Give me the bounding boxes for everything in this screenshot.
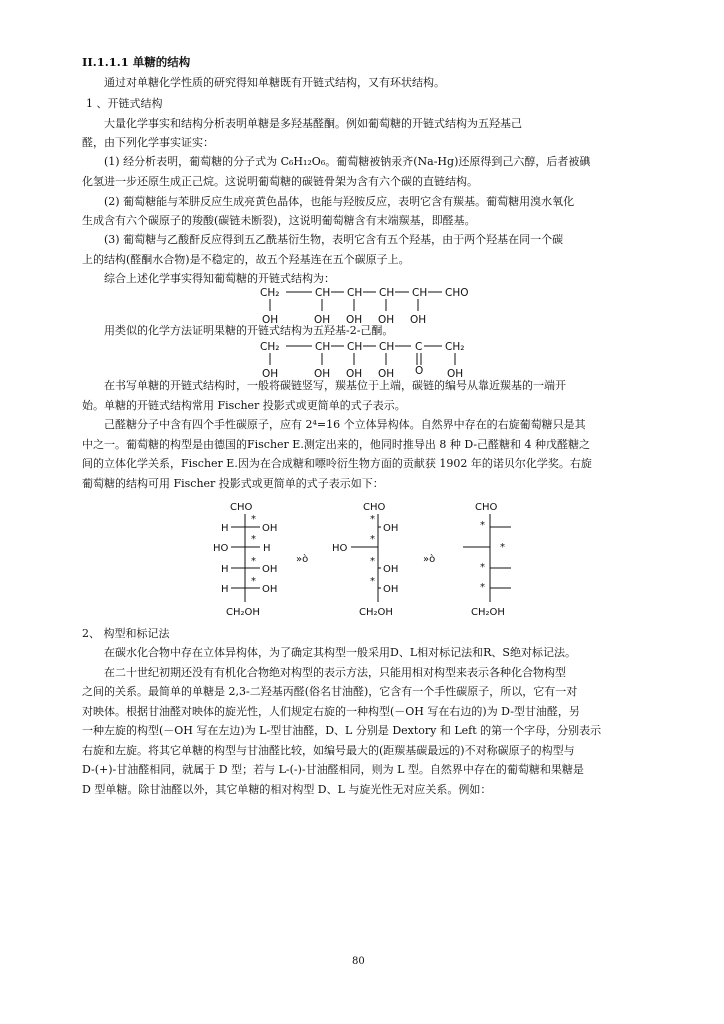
paragraph-line: 右旋和左旋。将其它单糖的构型与甘油醛比较，如编号最大的(距羰基碳最远的)不对称碳原子的构型与	[82, 744, 575, 757]
paragraph-line: 上的结构(醛酮水合物)是不稳定的，故五个羟基连在五个碳原子上。	[82, 253, 410, 266]
substituent-group: OH	[378, 368, 395, 380]
hydroxyl-group: OH	[410, 314, 427, 326]
svg-text:*: *	[370, 576, 375, 587]
paragraph-line: D-(+)-甘油醛相同，就属于 D 型；若与 L-(-)-甘油醛相同，则为 L 型。自然界中存在的葡萄糖和果糖是	[82, 763, 584, 776]
fischer-projection-simplified	[332, 502, 398, 618]
svg-text:CHO: CHO	[230, 502, 253, 513]
svg-text:*: *	[251, 576, 256, 587]
paragraph-line: 用类似的化学方法证明果糖的开链式结构为五羟基-2-己酮。	[104, 324, 394, 337]
paragraph-line: 生成含有六个碳原子的羧酸(碳链未断裂)，这说明葡萄糖含有末端羰基，即醛基。	[82, 214, 476, 227]
paragraph-line: 中之一。葡萄糖的构型是由德国的Fischer E.测定出来的，他同时推导出 8 种 D-己醛糖和 4 种戊醛糖之	[82, 438, 591, 451]
svg-text:OH: OH	[262, 584, 278, 595]
svg-text:*: *	[480, 520, 485, 531]
chain-group: C	[415, 341, 423, 353]
substituent-group: OH	[314, 368, 331, 380]
chain-group: CH	[412, 287, 428, 299]
hydroxyl-group: OH	[346, 314, 363, 326]
glucose-open-chain-formula	[250, 284, 490, 326]
svg-text:*: *	[251, 514, 256, 525]
svg-text:H: H	[221, 564, 229, 575]
hydroxyl-group: OH	[262, 314, 279, 326]
hydroxyl-group: OH	[378, 314, 395, 326]
svg-text:OH: OH	[262, 564, 278, 575]
subheading-open-chain: 1 、开链式结构	[86, 97, 163, 110]
paragraph-line: 醛，由下列化学事实证实：	[82, 136, 214, 149]
svg-text:OH: OH	[383, 523, 399, 534]
intro-paragraph: 通过对单糖化学性质的研究得知单糖既有开链式结构，又有环状结构。	[104, 76, 445, 89]
chain-group: CH	[315, 287, 331, 299]
svg-text:*: *	[480, 582, 485, 593]
paragraph-line: 综合上述化学事实得知葡萄糖的开链式结构为：	[104, 272, 335, 285]
paragraph-line: 在碳水化合物中存在立体异构体，为了确定其构型一般采用D、L相对标记法和R、S绝对标记法。	[104, 646, 576, 659]
chain-group: CH	[315, 341, 331, 353]
svg-text:*: *	[480, 562, 485, 573]
svg-text:*: *	[251, 556, 256, 567]
svg-text:*: *	[370, 534, 375, 545]
paragraph-line: 始。单糖的开链式结构常用 Fischer 投影式或更简单的式子表示。	[82, 399, 406, 412]
paragraph-line: 化氢进一步还原生成正己烷。这说明葡萄糖的碳链骨架为含有六个碳的直链结构。	[82, 175, 478, 188]
fischer-projection-skeletal	[471, 502, 505, 618]
substituent-group: O	[415, 365, 424, 377]
svg-text:OH: OH	[383, 564, 399, 575]
svg-text:OH: OH	[262, 523, 278, 534]
paragraph-line: D 型单糖。除甘油醛以外，其它单糖的相对构型 D、L 与旋光性无对应关系。例如：	[82, 783, 492, 796]
paragraph-line: 之间的关系。最简单的单糖是 2,3-二羟基丙醛(俗名甘油醛)，它含有一个手性碳原子，所以，它有一对	[82, 685, 578, 698]
chain-group: CH₂	[260, 287, 280, 299]
svg-text:CH₂OH: CH₂OH	[359, 607, 393, 618]
svg-text:*: *	[500, 542, 505, 553]
subheading-configuration: 2、 构型和标记法	[82, 627, 170, 640]
paragraph-line: 大量化学事实和结构分析表明单糖是多羟基醛酮。例如葡萄糖的开链式结构为五羟基己	[104, 117, 522, 130]
svg-text:CHO: CHO	[475, 502, 498, 513]
svg-text:CH₂OH: CH₂OH	[471, 607, 505, 618]
paragraph-line: 间的立体化学关系，Fischer E.因为在合成糖和嘌呤衍生物方面的贡献获 1902 年的诺贝尔化学奖。右旋	[82, 457, 592, 470]
svg-text:*: *	[370, 514, 375, 525]
svg-text:CHO: CHO	[363, 502, 386, 513]
chain-group: CH	[379, 341, 395, 353]
svg-text:H: H	[263, 543, 271, 554]
substituent-group: OH	[262, 368, 279, 380]
chain-group: CH	[347, 341, 363, 353]
paragraph-line: (2) 葡萄糖能与苯肼反应生成亮黄色晶体，也能与羟胺反应，表明它含有羰基。葡萄糖用溴水氧化	[104, 195, 575, 208]
svg-text:HO: HO	[213, 543, 229, 554]
paragraph-line: 葡萄糖的结构可用 Fischer 投影式或更简单的式子表示如下：	[82, 477, 384, 490]
substituent-group: OH	[346, 368, 363, 380]
paragraph-line: (3) 葡萄糖与乙酸酐反应得到五乙酰基衍生物，表明它含有五个羟基，由于两个羟基在同一个碳	[104, 233, 564, 246]
equivalent-arrow: »ò	[296, 554, 309, 565]
chain-group: CH	[379, 287, 395, 299]
fructose-open-chain-formula	[250, 338, 490, 380]
paragraph-line: 己醛糖分子中含有四个手性碳原子，应有 2⁴=16 个立体异构体。自然界中存在的右旋葡萄糖只是其	[104, 418, 586, 431]
chain-group: CH₂	[445, 341, 465, 353]
paragraph-line: (1) 经分析表明，葡萄糖的分子式为 C₆H₁₂O₆。葡萄糖被钠汞齐(Na-Hg)还原得到己六醇，后者被碘	[104, 155, 591, 168]
page-number: 80	[352, 956, 365, 967]
svg-text:HO: HO	[332, 543, 348, 554]
equivalent-arrow: »ò	[423, 554, 436, 565]
paragraph-line: 对映体。根据甘油醛对映体的旋光性，人们规定右旋的一种构型(－OH 写在右边的)为 D-型甘油醛，另	[82, 705, 580, 718]
substituent-group: OH	[447, 368, 464, 380]
chain-group: CHO	[445, 287, 469, 299]
chain-group: CH	[347, 287, 363, 299]
hydroxyl-group: OH	[314, 314, 331, 326]
svg-text:H: H	[221, 584, 229, 595]
paragraph-line: 在书写单糖的开链式结构时，一般将碳链竖写，羰基位于上端，碳链的编号从靠近羰基的一端开	[104, 379, 566, 392]
svg-text:OH: OH	[383, 584, 399, 595]
section-heading: II.1.1.1 单糖的结构	[82, 55, 191, 69]
svg-text:*: *	[370, 556, 375, 567]
paragraph-line: 在二十世纪初期还没有有机化合物绝对构型的表示方法，只能用相对构型来表示各种化合物构型	[104, 666, 566, 679]
svg-text:CH₂OH: CH₂OH	[226, 607, 260, 618]
svg-text:H: H	[221, 523, 229, 534]
fischer-projections-figure	[195, 498, 535, 618]
chain-group: CH₂	[260, 341, 280, 353]
paragraph-line: 一种左旋的构型(－OH 写在左边)为 L-型甘油醛，D、L 分别是 Dextory 和 Left 的第一个字母，分别表示	[82, 724, 602, 737]
svg-text:*: *	[251, 534, 256, 545]
